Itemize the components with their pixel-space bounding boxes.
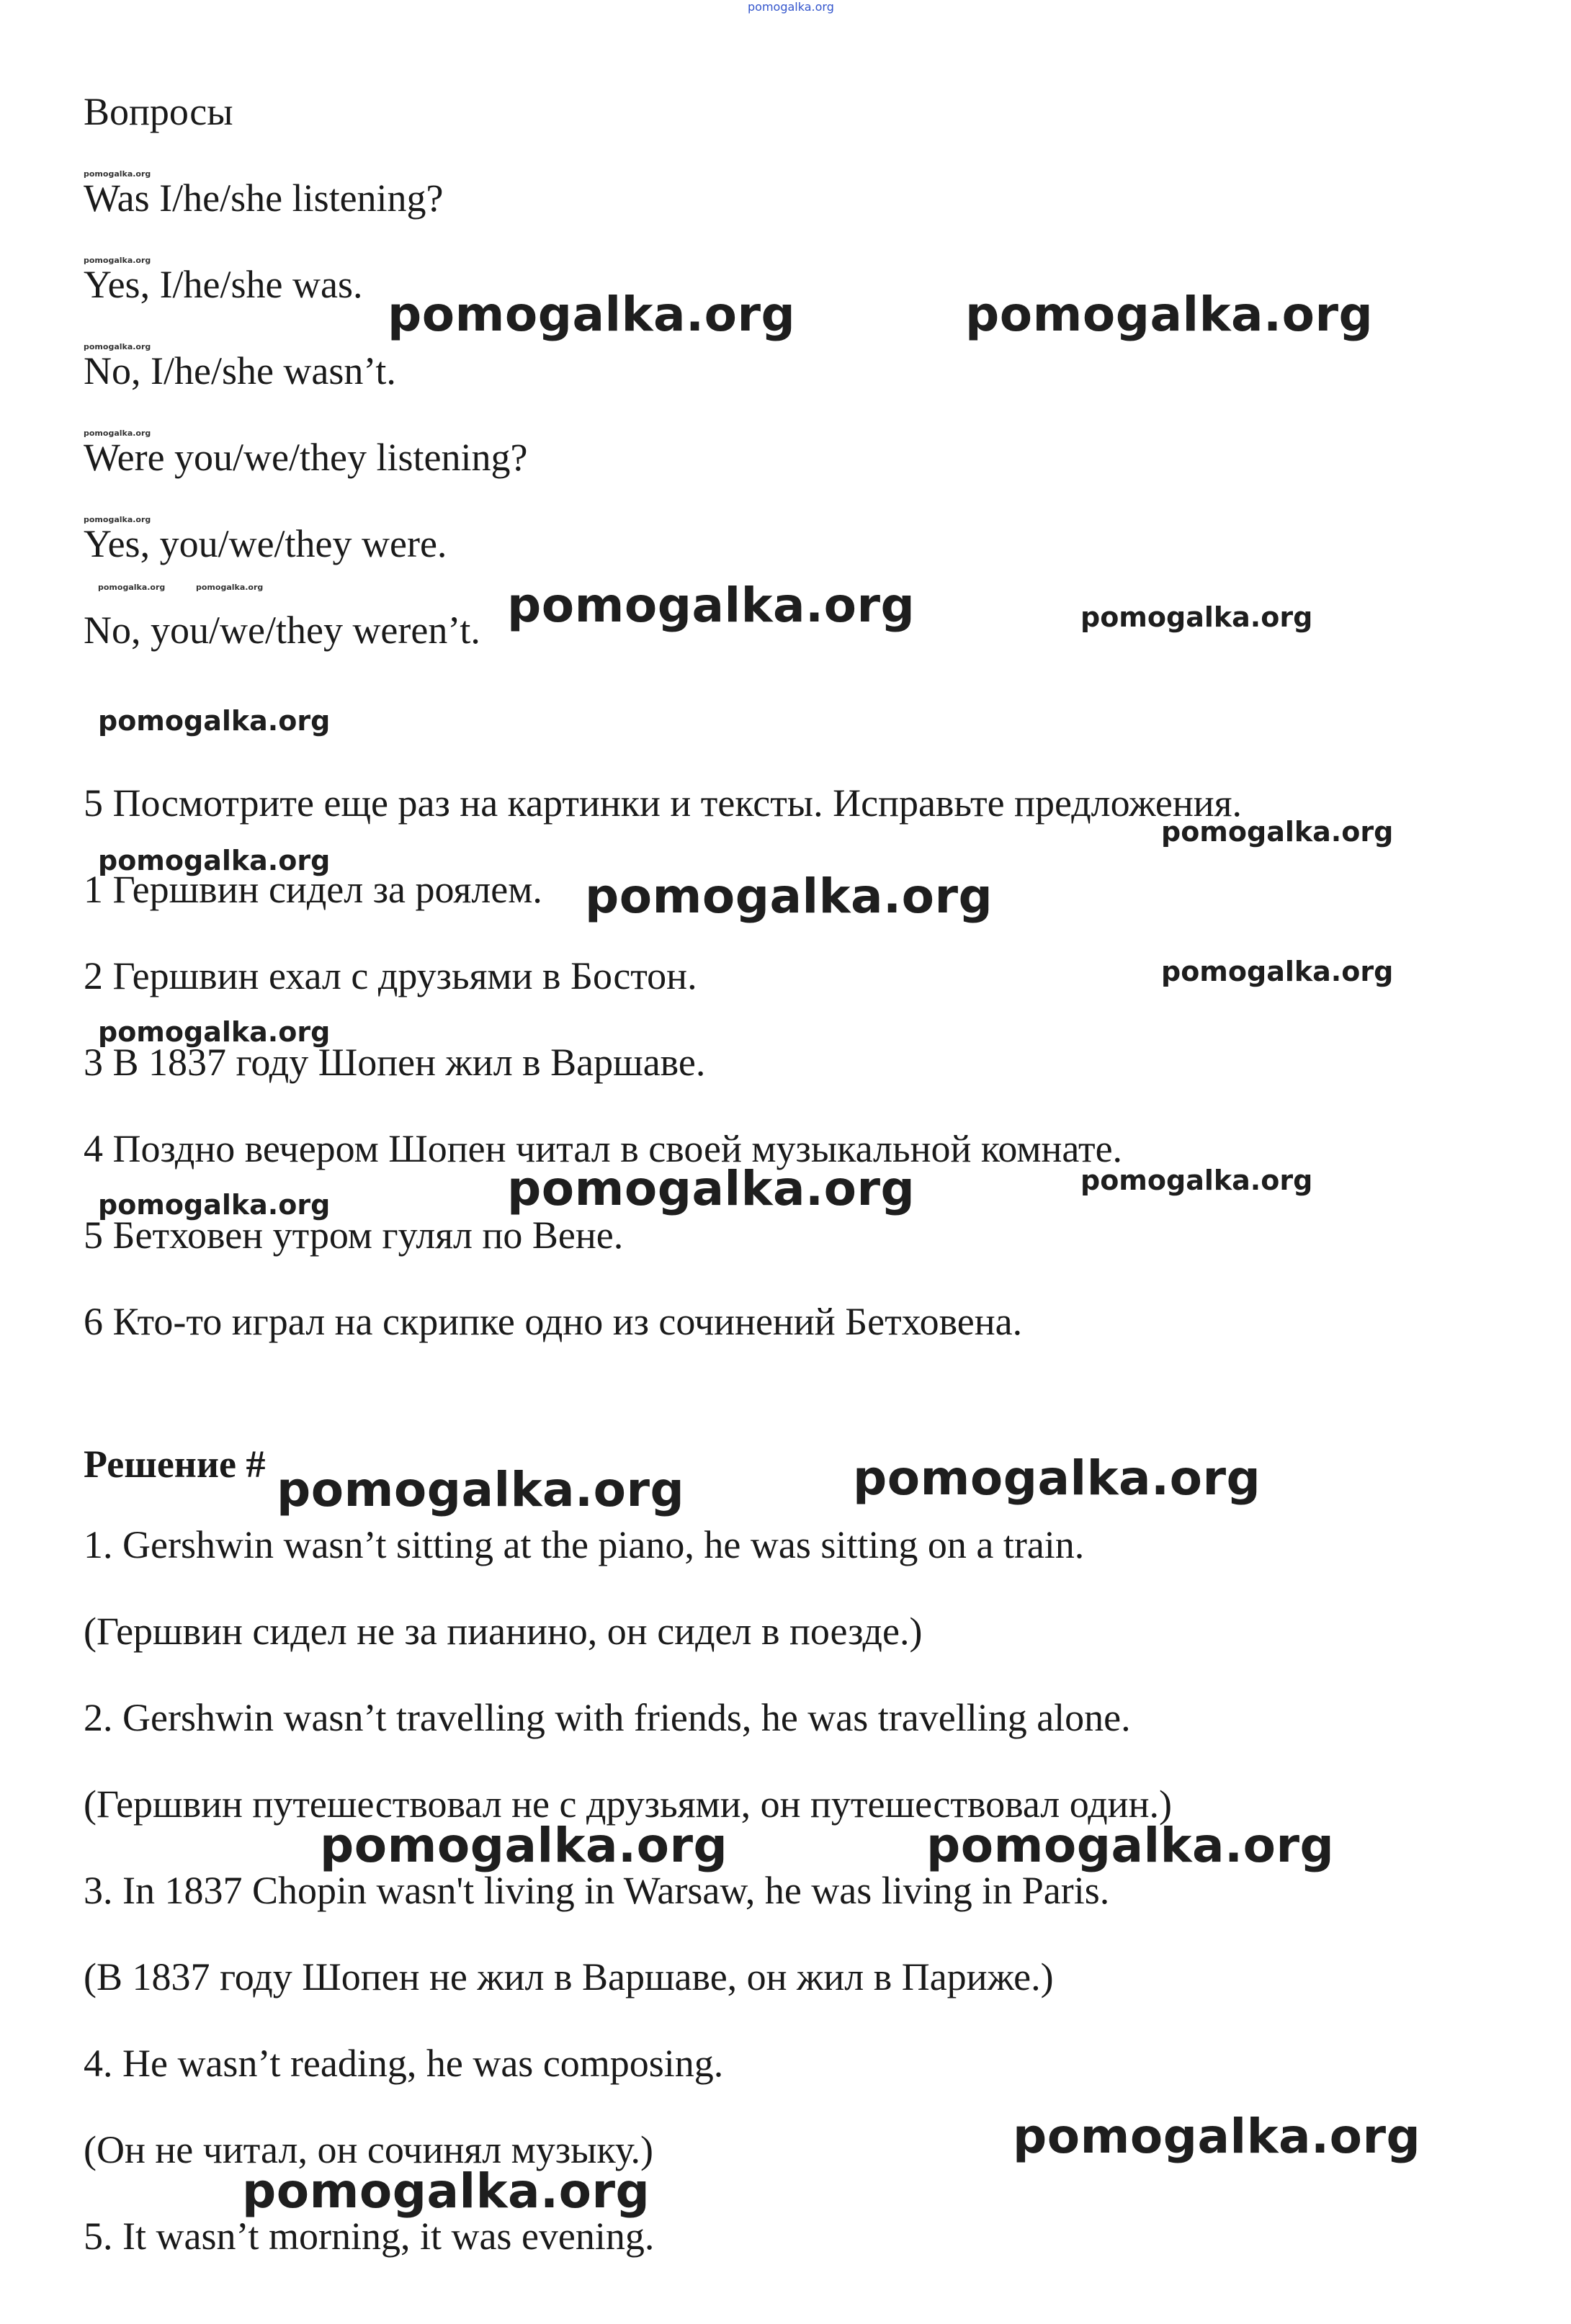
solution-line: (Гершвин сидел не за пианино, он сидел в поезде.) — [84, 1610, 923, 1653]
watermark: pomogalka.org — [1161, 816, 1394, 848]
solution-line: 1. Gershwin wasn’t sitting at the piano, he was sitting on a train. — [84, 1523, 1085, 1566]
watermark: pomogalka.org — [98, 705, 331, 737]
question-line: Was I/he/she listening? — [84, 176, 444, 220]
exercise-item: 4 Поздно вечером Шопен читал в своей музыкальной комнате. — [84, 1127, 1123, 1170]
watermark: pomogalka.org — [507, 1161, 916, 1216]
watermark: pomogalka.org — [98, 845, 331, 876]
questions-heading: Вопросы — [84, 90, 233, 133]
watermark: pomogalka.org — [388, 287, 796, 342]
watermark: pomogalka.org — [1080, 1165, 1313, 1196]
watermark: pomogalka.org — [196, 583, 264, 592]
solution-line: 5. It wasn’t morning, it was evening. — [84, 2215, 655, 2258]
watermark: pomogalka.org — [277, 1462, 685, 1517]
question-line: Yes, you/we/they were. — [84, 522, 447, 565]
watermark-top: pomogalka.org — [748, 0, 834, 14]
watermark: pomogalka.org — [98, 583, 166, 592]
exercise-item: 5 Бетховен утром гулял по Вене. — [84, 1213, 624, 1257]
solution-line: (Гершвин путешествовал не с друзьями, он путешествовал один.) — [84, 1782, 1172, 1826]
watermark: pomogalka.org — [1080, 601, 1313, 633]
question-line: Yes, I/he/she was. — [84, 263, 363, 306]
watermark: pomogalka.org — [84, 429, 151, 438]
watermark: pomogalka.org — [84, 342, 151, 351]
watermark: pomogalka.org — [84, 515, 151, 524]
solution-line: (Он не читал, он сочинял музыку.) — [84, 2128, 653, 2171]
watermark: pomogalka.org — [84, 169, 151, 179]
solution-line: 4. He wasn’t reading, he was composing. — [84, 2042, 724, 2085]
question-line: No, I/he/she wasn’t. — [84, 349, 396, 392]
watermark: pomogalka.org — [98, 1016, 331, 1048]
exercise-title: 5 Посмотрите еще раз на картинки и тексты. Исправьте предложения. — [84, 781, 1242, 825]
solution-line: 3. In 1837 Chopin wasn't living in Warsaw, he was living in Paris. — [84, 1869, 1110, 1912]
exercise-item: 3 В 1837 году Шопен жил в Варшаве. — [84, 1041, 706, 1084]
question-line: Were you/we/they listening? — [84, 436, 528, 479]
exercise-item: 2 Гершвин ехал с друзьями в Бостон. — [84, 954, 697, 997]
watermark: pomogalka.org — [507, 578, 916, 633]
solution-heading: Решение # — [84, 1443, 266, 1486]
watermark: pomogalka.org — [1161, 956, 1394, 987]
watermark: pomogalka.org — [926, 1818, 1335, 1873]
watermark: pomogalka.org — [242, 2163, 650, 2219]
solution-line: (В 1837 году Шопен не жил в Варшаве, он жил в Париже.) — [84, 1955, 1054, 1998]
exercise-item: 6 Кто-то играл на скрипке одно из сочинений Бетховена. — [84, 1300, 1023, 1343]
question-line: No, you/we/they weren’t. — [84, 609, 480, 652]
watermark: pomogalka.org — [84, 256, 151, 265]
watermark: pomogalka.org — [853, 1450, 1261, 1506]
watermark: pomogalka.org — [1013, 2109, 1421, 2164]
watermark: pomogalka.org — [320, 1818, 728, 1873]
watermark: pomogalka.org — [98, 1189, 331, 1221]
exercise-item: 1 Гершвин сидел за роялем. — [84, 868, 542, 911]
solution-line: 2. Gershwin wasn’t travelling with friends, he was travelling alone. — [84, 1696, 1131, 1739]
watermark: pomogalka.org — [585, 869, 993, 924]
watermark: pomogalka.org — [965, 287, 1374, 342]
